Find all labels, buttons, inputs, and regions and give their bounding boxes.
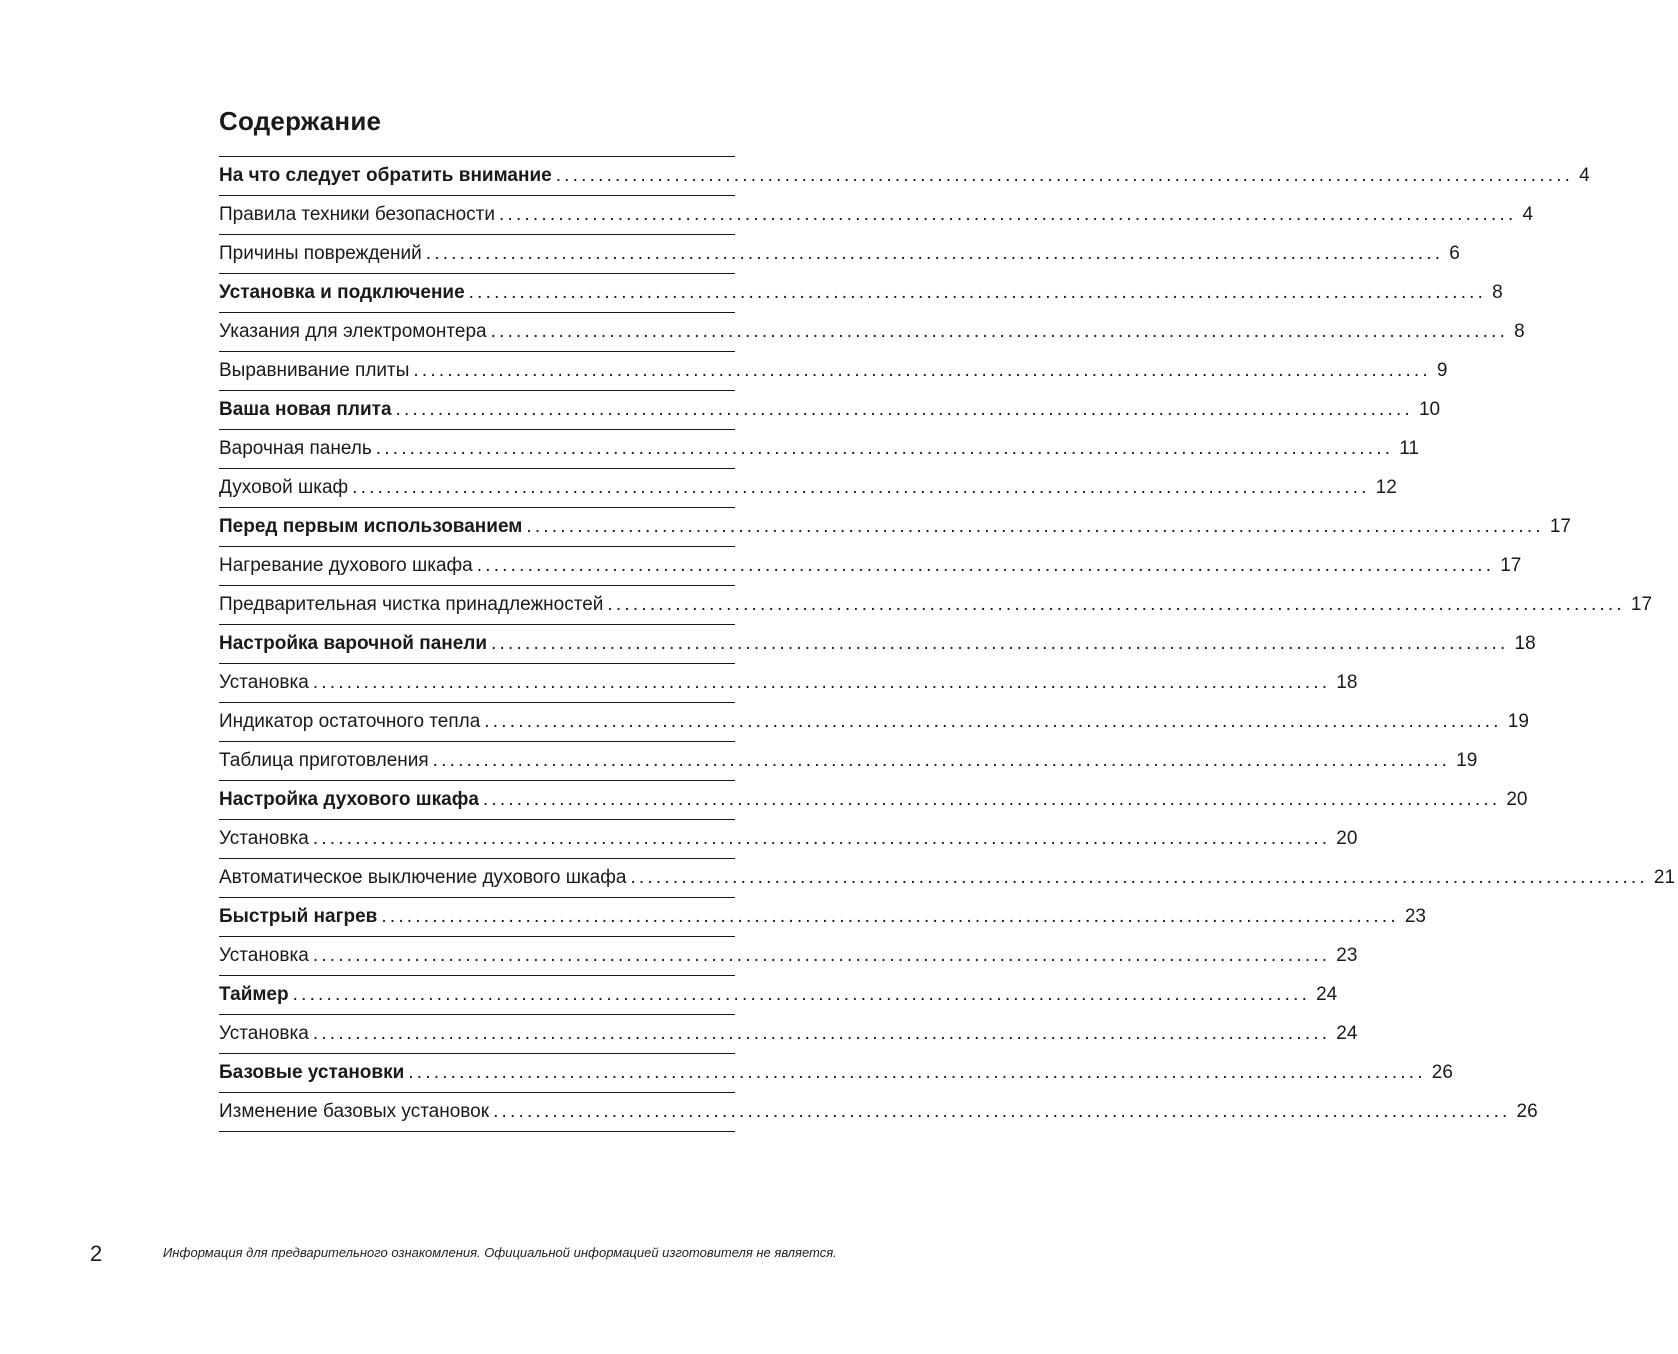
toc-dot-leader: ........................................................................................................................ [312, 1023, 1331, 1044]
toc-section-entry[interactable] [219, 274, 1503, 313]
toc-subsection-entry[interactable] [219, 1015, 1358, 1054]
toc-dot-leader: ........................................................................................................................ [312, 945, 1331, 966]
toc-dot-leader: ........................................................................................................................ [432, 750, 1451, 771]
toc-subsection-entry[interactable] [219, 196, 1534, 235]
footer-disclaimer: Информация для предварительного ознакомления. Официальной информацией изготовителя не является. [163, 1245, 837, 1260]
toc-page-number: 17 [1630, 594, 1653, 615]
toc-page-number: 24 [1316, 984, 1338, 1005]
toc-section-entry[interactable] [219, 625, 1536, 664]
toc-subsection-entry[interactable] [219, 820, 1358, 859]
toc-dot-leader: ........................................................................................................................ [484, 711, 1502, 732]
toc-page-number: 18 [1514, 633, 1536, 654]
toc-dot-leader: ........................................................................................................................ [630, 867, 1648, 888]
toc-subsection-entry[interactable] [219, 430, 1419, 469]
toc-page-number: 19 [1507, 711, 1529, 732]
toc-entry-title: Установка [219, 945, 309, 966]
page-number: 2 [90, 1241, 103, 1266]
toc-page-number: 24 [1336, 1023, 1358, 1044]
toc-subsection-entry[interactable] [219, 352, 1448, 391]
toc-dot-leader: ........................................................................................................................ [526, 516, 1544, 537]
toc-dot-leader: ........................................................................................................................ [395, 399, 1413, 420]
toc-entry-title: Базовые установки [219, 1062, 405, 1083]
toc-section-entry[interactable] [219, 976, 1338, 1015]
toc-subsection-entry[interactable] [219, 313, 1525, 352]
table-of-contents [219, 156, 1676, 1132]
toc-page-number: 26 [1516, 1101, 1538, 1122]
toc-dot-leader: ........................................................................................................................ [292, 984, 1311, 1005]
toc-dot-leader: ........................................................................................................................ [408, 1062, 1426, 1083]
toc-dot-leader: ........................................................................................................................ [375, 438, 1394, 459]
toc-section-entry[interactable] [219, 391, 1441, 430]
toc-page-number: 9 [1436, 360, 1448, 381]
toc-page-number: 8 [1514, 321, 1525, 342]
toc-dot-leader: ........................................................................................................................ [312, 828, 1331, 849]
toc-entry-title: Установка [219, 828, 309, 849]
toc-page-number: 20 [1336, 828, 1358, 849]
toc-entry-title: Варочная панель [219, 438, 372, 459]
toc-page-number: 18 [1336, 672, 1358, 693]
toc-page-number: 26 [1431, 1062, 1453, 1083]
toc-entry-title: Установка [219, 1023, 309, 1044]
toc-page-number: 10 [1418, 399, 1441, 420]
toc-page-number: 23 [1336, 945, 1358, 966]
toc-page-number: 23 [1404, 906, 1426, 927]
toc-entry-title: Ваша новая плита [219, 399, 392, 420]
toc-dot-leader: ........................................................................................................................ [468, 282, 1487, 303]
toc-subsection-entry[interactable] [219, 547, 1522, 586]
toc-entry-title: Духовой шкаф [219, 477, 349, 498]
toc-dot-leader: ........................................................................................................................ [425, 243, 1444, 264]
toc-section-entry[interactable] [219, 508, 1571, 547]
toc-dot-leader: ........................................................................................................................ [499, 204, 1517, 225]
toc-entry-title: Установка и подключение [219, 282, 465, 303]
toc-subsection-entry[interactable] [219, 742, 1478, 781]
toc-section-entry[interactable] [219, 898, 1426, 937]
toc-dot-leader: ........................................................................................................................ [482, 789, 1501, 810]
toc-page-number: 12 [1375, 477, 1397, 498]
toc-entry-title: Причины повреждений [219, 243, 422, 264]
toc-page-number: 20 [1506, 789, 1528, 810]
toc-entry-title: Нагревание духового шкафа [219, 555, 473, 576]
toc-entry-title: Настройка духового шкафа [219, 789, 479, 810]
toc-dot-leader: ........................................................................................................................ [607, 594, 1625, 615]
toc-entry-title: Таймер [219, 984, 289, 1005]
toc-dot-leader: ........................................................................................................................ [352, 477, 1370, 498]
toc-section-entry[interactable] [219, 781, 1528, 820]
toc-entry-title: Установка [219, 672, 309, 693]
toc-entry-title: Указания для электромонтера [219, 321, 487, 342]
toc-entry-title: Правила техники безопасности [219, 204, 495, 225]
toc-dot-leader: ........................................................................................................................ [493, 1101, 1511, 1122]
toc-section-entry[interactable] [219, 1054, 1453, 1093]
toc-entry-title: Индикатор остаточного тепла [219, 711, 481, 732]
toc-dot-leader: ........................................................................................................................ [490, 321, 1509, 342]
toc-entry-title: Быстрый нагрев [219, 906, 378, 927]
toc-subsection-entry[interactable] [219, 859, 1676, 898]
toc-dot-leader: ........................................................................................................................ [491, 633, 1509, 654]
toc-page-number: 4 [1579, 165, 1590, 186]
toc-dot-leader: ........................................................................................................................ [476, 555, 1495, 576]
toc-dot-leader: ........................................................................................................................ [381, 906, 1399, 927]
toc-entry-title: Выравнивание плиты [219, 360, 410, 381]
toc-entry-title: Изменение базовых установок [219, 1101, 490, 1122]
toc-entry-title: Перед первым использованием [219, 516, 523, 537]
toc-section-entry[interactable] [219, 157, 1590, 196]
toc-page-number: 21 [1653, 867, 1676, 888]
toc-dot-leader: ........................................................................................................................ [312, 672, 1331, 693]
toc-entry-title: На что следует обратить внимание [219, 165, 552, 186]
toc-page-number: 6 [1449, 243, 1460, 264]
toc-subsection-entry[interactable] [219, 703, 1529, 742]
toc-page-number: 17 [1500, 555, 1522, 576]
page-title: Содержание [219, 106, 382, 136]
toc-page-number: 11 [1399, 438, 1419, 459]
toc-subsection-entry[interactable] [219, 664, 1358, 703]
toc-entry-title: Настройка варочной панели [219, 633, 488, 654]
toc-subsection-entry[interactable] [219, 235, 1460, 274]
toc-entry-title: Таблица приготовления [219, 750, 429, 771]
toc-dot-leader: ........................................................................................................................ [555, 165, 1574, 186]
toc-subsection-entry[interactable] [219, 937, 1358, 976]
toc-page-number: 17 [1549, 516, 1571, 537]
toc-entry-title: Предварительная чистка принадлежностей [219, 594, 604, 615]
toc-subsection-entry[interactable] [219, 1093, 1538, 1132]
toc-subsection-entry[interactable] [219, 586, 1653, 625]
toc-entry-title: Автоматическое выключение духового шкафа [219, 867, 627, 888]
toc-page-number: 4 [1522, 204, 1534, 225]
toc-page-number: 19 [1456, 750, 1478, 771]
toc-page-number: 8 [1492, 282, 1503, 303]
toc-subsection-entry[interactable] [219, 469, 1397, 508]
toc-dot-leader: ........................................................................................................................ [413, 360, 1431, 381]
